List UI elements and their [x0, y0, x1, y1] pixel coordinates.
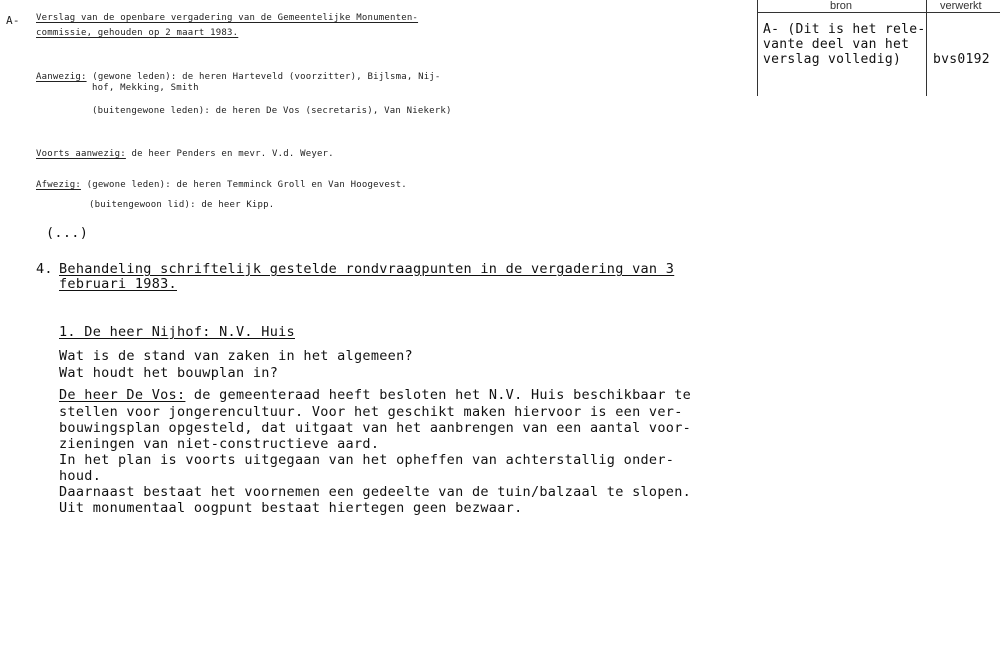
answer-line: houd. — [59, 468, 102, 484]
report-title-line2: commissie, gehouden op 2 maart 1983. — [36, 28, 239, 38]
answer-line: Uit monumentaal oogpunt bestaat hiertegen geen bezwaar. — [59, 500, 523, 516]
present-label: Aanwezig: — [36, 72, 87, 82]
column-header-bron: bron — [830, 0, 853, 12]
margin-marker: A- — [6, 14, 20, 27]
answer-line: Daarnaast bestaat het voornemen een gedeelte van de tuin/balzaal te slopen. — [59, 484, 692, 500]
present-members-continued: hof, Mekking, Smith — [92, 83, 199, 93]
omission-ellipsis: (...) — [46, 225, 89, 241]
absent-label: Afwezig: — [36, 180, 81, 190]
also-present-label: Voorts aanwezig: — [36, 149, 126, 159]
table-left-border — [757, 0, 758, 96]
also-present-text: de heer Penders en mevr. V.d. Weyer. — [131, 149, 334, 159]
answer-line-1: de gemeenteraad heeft besloten het N.V. Huis beschikbaar te — [185, 387, 692, 403]
present-members: (gewone leden): de heren Harteveld (voorzitter), Bijlsma, Nij- — [92, 72, 441, 82]
question-2: Wat houdt het bouwplan in? — [59, 365, 279, 381]
also-present-row — [36, 149, 334, 159]
absent-row — [36, 180, 407, 190]
section-heading-line1: Behandeling schriftelijk gestelde rondvraagpunten in de vergadering van 3 — [59, 261, 675, 277]
answer-line: bouwingsplan opgesteld, dat uitgaat van het aanbrengen van een aantal voor- — [59, 420, 692, 436]
column-header-verwerkt: verwerkt — [940, 0, 982, 12]
answer-first-line — [59, 387, 691, 403]
verwerkt-value: bvs0192 — [933, 52, 990, 67]
present-row — [36, 72, 441, 82]
answer-line: zieningen van niet-constructieve aard. — [59, 436, 380, 452]
section-heading-line2: februari 1983. — [59, 276, 177, 292]
section-number: 4. — [36, 261, 53, 277]
report-title-line1: Verslag van de openbare vergadering van de Gemeentelijke Monumenten- — [36, 13, 419, 23]
answer-line: In het plan is voorts uitgegaan van het opheffen van achterstallig onder- — [59, 452, 675, 468]
absent-extraordinary: (buitengewoon lid): de heer Kipp. — [89, 200, 275, 210]
table-column-divider — [926, 0, 927, 96]
item-title: 1. De heer Nijhof: N.V. Huis — [59, 324, 295, 340]
table-header-divider — [757, 12, 1000, 13]
answer-speaker: De heer De Vos: — [59, 387, 186, 403]
bron-note-line: vante deel van het — [763, 37, 910, 52]
question-1: Wat is de stand van zaken in het algemeen? — [59, 348, 413, 364]
bron-note-line: verslag volledig) — [763, 52, 902, 67]
absent-members: (gewone leden): de heren Temminck Groll en Van Hoogevest. — [86, 180, 407, 190]
present-extraordinary: (buitengewone leden): de heren De Vos (secretaris), Van Niekerk) — [92, 106, 452, 116]
bron-note-line: A- (Dit is het rele- — [763, 22, 926, 37]
answer-line: stellen voor jongerencultuur. Voor het geschikt maken hiervoor is een ver- — [59, 404, 683, 420]
